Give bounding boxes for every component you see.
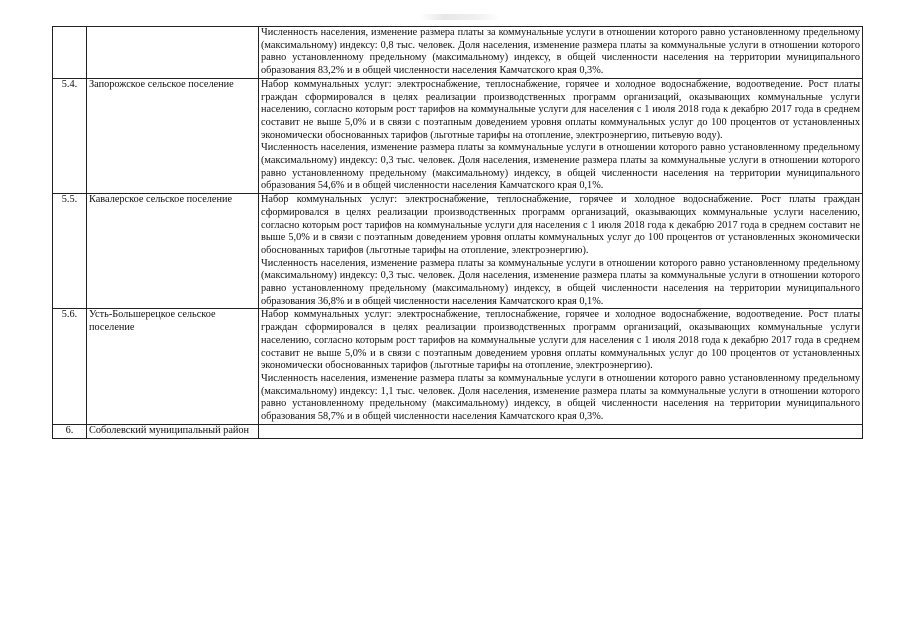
district-name: Соболевский муниципальный район (87, 424, 259, 438)
row-description (259, 309, 863, 424)
row-description (259, 78, 863, 193)
row-number: 6. (53, 424, 87, 438)
row-number: 5.4. (53, 78, 87, 193)
settlement-name (87, 27, 259, 79)
description-paragraph: Численность населения, изменение размера платы за коммунальные услуги в отношении которого равно установленному предельному (максимальному) индексу: 1,1 тыс. человек. Доля населения, изменение размера платы за коммунальные услуги в отношении которого равно установленному предельному (максимальному) индексу, в общей численности населения на территории муниципального образования 58,7% и в общей численности населения Камчатского края 0,3%. (261, 372, 860, 423)
table-row (53, 194, 863, 309)
description-paragraph: Набор коммунальных услуг: электроснабжение, теплоснабжение, горячее и холодное водоснабжение, водоотведение. Рост платы граждан сформировался в целях реализации производственных программ организаций, оказывающих коммунальные услуги населению, согласно которым рост тарифов на коммунальные услуги для населения с 1 июля 2018 года к декабрю 2017 года в среднем составит не выше 5,0% и в связи с поэтапным доведением уровня оплаты коммунальных услуг до 100 процентов от установленных экономически обоснованных тарифов (льготные тарифы на отопление, электроэнергию). (261, 309, 860, 372)
row-number: 5.6. (53, 309, 87, 424)
row-number (53, 27, 87, 79)
settlement-name: Запорожское сельское поселение (87, 78, 259, 193)
row-number: 5.5. (53, 194, 87, 309)
row-description (259, 424, 863, 438)
table-row (53, 309, 863, 424)
table-row (53, 424, 863, 438)
description-paragraph: Численность населения, изменение размера платы за коммунальные услуги в отношении которого равно установленному предельному (максимальному) индексу: 0,3 тыс. человек. Доля населения, изменение размера платы за коммунальные услуги в отношении которого равно установленному предельному (максимальному) индексу, в общей численности населения на территории муниципального образования 54,6% и в общей численности населения Камчатского края 0,1%. (261, 142, 860, 192)
settlement-name: Усть-Большерецкое сельское поселение (87, 309, 259, 424)
description-paragraph: Численность населения, изменение размера платы за коммунальные услуги в отношении которого равно установленному предельному (максимальному) индексу: 0,3 тыс. человек. Доля населения, изменение размера платы за коммунальные услуги в отношении которого равно установленному предельному (максимальному) индексу, в общей численности населения на территории муниципального образования 36,8% и в общей численности населения Камчатского края 0,1%. (261, 257, 860, 307)
settlement-name: Кавалерское сельское поселение (87, 194, 259, 309)
tariff-table (52, 26, 863, 439)
description-paragraph: Численность населения, изменение размера платы за коммунальные услуги в отношении которого равно установленному предельному (максимальному) индексу: 0,8 тыс. человек. Доля населения, изменение размера платы за коммунальные услуги в отношении которого равно установленному предельному (максимальному) индексу, в общей численности населения на территории муниципального образования 83,2% и в общей численности населения Камчатского края 0,3%. (261, 27, 860, 77)
description-paragraph: Набор коммунальных услуг: электроснабжение, теплоснабжение, горячее и холодное водоснабжение, водоотведение. Рост платы граждан сформировался в целях реализации производственных программ организаций, оказывающих коммунальные услуги населению, согласно которым рост тарифов на коммунальные услуги для населения с 1 июля 2018 года к декабрю 2017 года в среднем составит не выше 5,0% и в связи с поэтапным доведением уровня оплаты коммунальных услуг до 100 процентов от установленных экономически обоснованных тарифов (льготные тарифы на отопление, электроэнергию, питьевую воду). (261, 78, 860, 141)
table-row (53, 78, 863, 193)
row-description (259, 27, 863, 79)
description-paragraph: Набор коммунальных услуг: электроснабжение, теплоснабжение, горячее и холодное водоснабжение. Рост платы граждан сформировался в целях реализации производственных программ организаций, оказывающих коммунальные услуги населению, согласно которым рост тарифов на коммунальные услуги для населения с 1 июля 2018 года к декабрю 2017 года в среднем составит не выше 5,0% и в связи с поэтапным доведением уровня оплаты коммунальных услуг до 100 процентов от установленных экономически обоснованных тарифов (льготные тарифы на отопление, электроэнергию). (261, 194, 860, 256)
scan-artifact (420, 14, 500, 20)
row-description (259, 194, 863, 309)
table-row (53, 27, 863, 79)
